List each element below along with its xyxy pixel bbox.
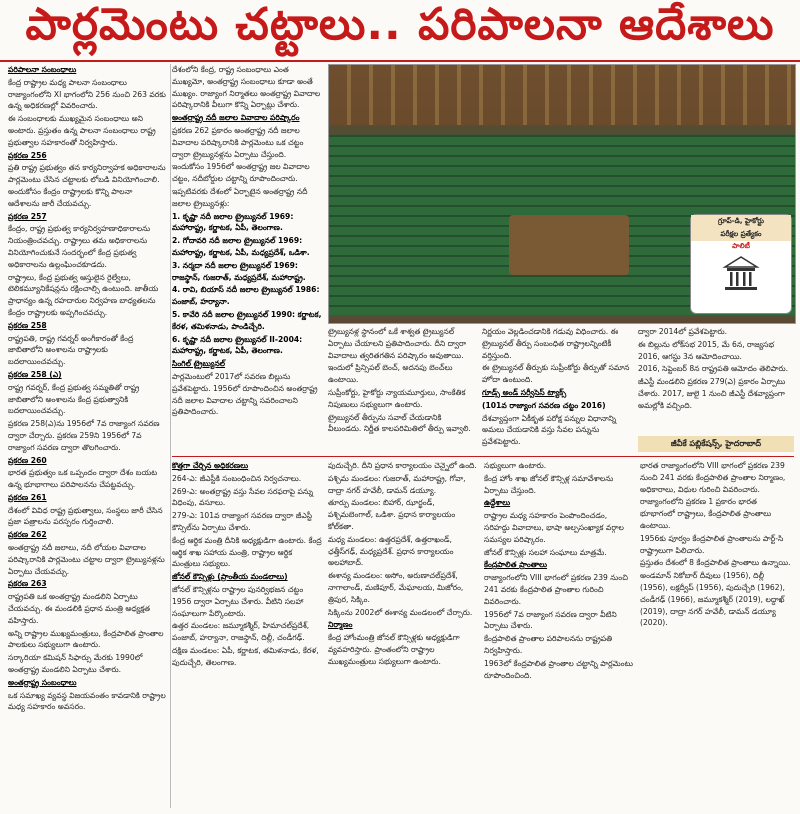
paragraph: కేంద్ర హోం శాఖ జోనల్‌ కౌన్సిళ్ల సమావేశాలను ఏర్పాటు చేస్తుంది. — [484, 473, 614, 495]
list-item: 6. కృష్ణా నదీ జలాల ట్రైబ్యునల్‌ II-2004: మహారాష్ట్ర, కర్ణాటక, ఏపీ, తెలంగాణ. — [172, 334, 303, 356]
list-item: 5. కావేరి నదీ జలాల ట్రైబ్యునల్‌ 1990: కర్ణాటక, కేరళ, తమిళనాడు, పాండిచ్చేరి. — [172, 309, 322, 331]
article-column-7 — [328, 460, 478, 810]
article-column-6 — [172, 460, 322, 810]
paragraph: ద్వారా 2014లో ప్రవేశపెట్టారు. — [638, 327, 728, 336]
section-heading: నిర్మాణం — [328, 620, 353, 630]
photo-table — [509, 215, 629, 275]
exam-badge — [690, 214, 792, 314]
paragraph: ఈ ట్రైబ్యునల్‌ తీర్పుకు సుప్రీంకోర్టు తీర్పుతో సమాన హోదా ఉంటుంది. — [482, 363, 630, 385]
paragraph: రాష్ట్రాల మధ్య సహకారం పెంపొందించడం, సరిహద్దు వివాదాలు, భాషా అల్పసంఖ్యాక వర్గాల సమస్యల పరిష్కారం. — [484, 511, 624, 544]
paragraph: సర్కారియా కమిషన్‌ సిఫార్సు మేరకు 1990లో అంతర్రాష్ట్ర మండలిని ఏర్పాటు చేశారు. — [8, 653, 143, 675]
section-heading: ప్రకరణ 256 — [8, 150, 47, 160]
section-heading: కేంద్రపాలిత ప్రాంతాలు — [484, 560, 548, 570]
paragraph: ప్రస్తుతం దేశంలో 8 కేంద్రపాలిత ప్రాంతాలు ఉన్నాయి. — [640, 558, 791, 568]
parliament-building-icon — [721, 255, 761, 293]
paragraph: పుదుచ్చేరి. దీని ప్రధాన కార్యాలయం చెన్నైలో ఉంది. — [328, 461, 477, 470]
section-heading: సింగిల్‌ ట్రైబ్యునల్‌ — [172, 359, 226, 369]
paragraph: ఇందుకోసం 1956లో అంతర్రాష్ట్ర జల వివాదాల చట్టం, నదీబోర్డుల చట్టాన్ని రూపొందించారు. — [172, 162, 310, 184]
paragraph: రాష్ట్ర గవర్నర్‌, కేంద్ర ప్రభుత్వ సమ్మతితో రాష్ట్ర జాబితాలోని అంశాలను కేంద్ర ప్రభుత్వానికి బదలాయించవచ్చు. — [8, 382, 140, 416]
section-heading: ఉద్దేశాలు — [484, 498, 511, 508]
paragraph: సుప్రీంకోర్టు, హైకోర్టు న్యాయమూర్తులు, సాంకేతిక నిపుణులు సభ్యులుగా ఉంటారు. — [328, 387, 466, 409]
paragraph: రాష్ట్రాలు, కేంద్ర ప్రభుత్వ ఆస్తులైన రైల్వేలు, టెలికమ్యూనికేషన్లను రక్షించాల్సి ఉంటుంది. జాతీయ ప్రాధాన్యం ఉన్న రహదారుల నిర్వహణ బాధ్యతలను కేంద్రం రాష్ట్రాలకు అప్పగించవచ్చు. — [8, 272, 159, 317]
section-heading: అంతర్రాష్ట్ర సంబంధాలు — [8, 677, 77, 687]
paragraph: నిర్ణయం వెల్లడించడానికి గడువు విధించారు. ఈ ట్రైబ్యునల్‌ తీర్పు సంబంధిత రాష్ట్రాలన్నింటికీ వర్తిస్తుంది. — [482, 327, 619, 360]
badge-line-2: పరీక్షల ప్రత్యేకం — [691, 228, 791, 241]
badge-line-1: గ్రూప్‌-డి, హైకోర్టు — [691, 215, 791, 228]
article-column-1 — [8, 64, 171, 808]
paragraph: ట్రైబ్యునల్‌ తీర్పును సవాల్‌ చేయడానికి వీలుండదు. నిర్ణీత కాలపరిమితిలో తీర్పు ఇవ్వాలి. — [328, 412, 471, 434]
paragraph: 279-ఎ: 101వ రాజ్యాంగ సవరణ ద్వారా జీఎస్టీ కౌన్సిల్‌ను ఏర్పాటు చేశారు. — [172, 511, 313, 532]
paragraph: ప్రతి రాష్ట్ర ప్రభుత్వం తన కార్యనిర్వాహక అధికారాలను పార్లమెంటు చేసిన చట్టాలకు లోబడి వినియోగించాలి. అందుకోసం కేంద్రం రాష్ట్రాలకు కొన్ని పాలనా ఆదేశాలను జారీ చేయవచ్చు. — [8, 163, 166, 208]
publisher-credit: జీవీకే పబ్లికేషన్స్‌, హైదరాబాద్‌ — [638, 436, 794, 452]
paragraph: అండమాన్‌ నికోబార్‌ దీవులు (1956), దిల్లీ (1956), లక్షద్వీప్‌ (1956), పుదుచ్చేరి (1962), చండీగఢ్‌ (1966), జమ్మూకశ్మీర్‌ (2019), లద్దాఖ్‌ (2019), దాద్రా నగర్‌ హవేలీ, డామన్‌ డయ్యూ (2020). — [640, 571, 785, 628]
section-heading: గూడ్స్‌ అండ్‌ సర్వీసెస్‌ ట్యాక్స్‌ — [482, 387, 567, 397]
section-heading: జోనల్‌ కౌన్సిళ్లు (ప్రాంతీయ మండలాలు) — [172, 572, 288, 582]
section-heading: కొత్తగా చేర్చిన అధికరణలు — [172, 461, 249, 470]
paragraph: 1963లో కేంద్రపాలిత ప్రాంతాల చట్టాన్ని పార్లమెంటు రూపొందించింది. — [484, 658, 634, 680]
section-heading: ప్రకరణ 263 — [8, 579, 47, 589]
paragraph: 2016, సెప్టెంబర్‌ 8న రాష్ట్రపతి ఆమోదం తెలిపారు. — [638, 364, 789, 374]
paragraph: ఈ సంబంధాలకు ముఖ్యమైన సంబంధాలు అని అంటారు. ప్రస్తుతం ఉన్న పాలనా సంబంధాలు రాష్ట్ర ప్రభుత్వాల సహకారంతో నిర్వహిస్తారు. — [8, 114, 156, 147]
paragraph: రాష్ట్రపతి, రాష్ట్ర గవర్నర్‌ అంగీకారంతో కేంద్ర జాబితాలోని అంశాలను రాష్ట్రాలకు బదలాయించవచ్చు. — [8, 333, 134, 367]
paragraph: జీఎస్టీ మండలిని ప్రకరణ 279(ఎ) ప్రకారం ఏర్పాటు చేశారు. 2017, జులై 1 నుంచి జీఎస్టీ దేశవ్యాప్తంగా అమల్లోకి వచ్చింది. — [638, 377, 786, 410]
paragraph: అంతర్రాష్ట్ర నదీ జలాలు, నదీ లోయల వివాదాల పరిష్కారానికి పార్లమెంటు చట్టాల ద్వారా ట్రైబ్యునళ్లను ఏర్పాటు చేయవచ్చు. — [8, 543, 165, 576]
paragraph: దక్షిణ మండలం: ఏపీ, కర్ణాటక, తమిళనాడు, కేరళ, పుదుచ్చేరి, తెలంగాణ. — [172, 645, 319, 667]
paragraph: కేంద్ర ఆర్థిక మంత్రి దీనికి అధ్యక్షుడిగా ఉంటారు. కేంద్ర ఆర్థిక శాఖ సహాయ మంత్రి, రాష్ట్రాల ఆర్థిక మంత్రులు సభ్యులు. — [172, 535, 322, 569]
paragraph: దేశవ్యాప్తంగా ఏకీకృత పరోక్ష పన్నుల విధానాన్ని అమలు చేయడానికి వస్తు సేవల పన్నును ప్రవేశపెట్టారు. — [482, 413, 617, 447]
section-heading: ప్రకరణ 258 — [8, 320, 47, 330]
badge-line-3: పాలిటీ — [732, 242, 750, 250]
paragraph: కేంద్ర హోంమంత్రి జోనల్‌ కౌన్సిళ్లకు అధ్యక్షుడిగా వ్యవహరిస్తారు. ప్రాంతంలోని రాష్ట్రాల ముఖ్యమంత్రులు సభ్యులుగా ఉంటారు. — [328, 633, 460, 666]
list-item: 3. నర్మదా నదీ జలాల ట్రైబ్యునల్‌ 1969: రాజస్థాన్‌, గుజరాత్‌, మధ్యప్రదేశ్‌, మహారాష్ట్ర. — [172, 260, 306, 282]
paragraph: రాజ్యాంగంలోని ప్రకరణ 1 ప్రకారం భారత భూభాగంలో రాష్ట్రాలు, కేంద్రపాలిత ప్రాంతాలు ఉంటాయి. — [640, 497, 772, 530]
paragraph: అన్ని రాష్ట్రాల ముఖ్యమంత్రులు, కేంద్రపాలిత ప్రాంతాల పాలకులు సభ్యులుగా ఉంటారు. — [8, 628, 164, 650]
article-column-4 — [482, 326, 632, 456]
section-heading: ప్రకరణ 260 — [8, 455, 47, 465]
paragraph: జోనల్‌ కౌన్సిళ్లు సలహా సంఘాలు మాత్రమే. — [484, 547, 607, 557]
article-column-3 — [328, 326, 476, 456]
paragraph: 1956కు పూర్వం కేంద్రపాలిత ప్రాంతాలను పార్ట్‌-సి రాష్ట్రాలుగా పిలిచారు. — [640, 533, 784, 555]
list-item: 4. రావి, బియాస్‌ నదీ జలాల ట్రైబ్యునల్‌ 1986: పంజాబ్‌, హర్యానా. — [172, 285, 320, 307]
paragraph: ఇందులో ప్రిన్సిపల్‌ బెంచ్‌, అదనపు బెంచ్‌లు ఉంటాయి. — [328, 363, 453, 385]
paragraph: మధ్య మండలం: ఉత్తరప్రదేశ్‌, ఉత్తరాఖండ్‌, ఛత్తీస్‌గఢ్‌, మధ్యప్రదేశ్‌. ప్రధాన కార్యాలయం అలహాబాద్‌. — [328, 534, 454, 568]
paragraph: కేంద్రం, రాష్ట్ర ప్రభుత్వ కార్యనిర్వహణాధికారాలను నియంత్రించవచ్చు. రాష్ట్రాలు తమ అధికారాలను వినియోగించుకునే సందర్భంలో కేంద్ర ప్రభుత్వ అధికారాలను ఉల్లంఘించకూడదు. — [8, 224, 151, 269]
paragraph: భారత ప్రభుత్వం ఒక ఒప్పందం ద్వారా దేశం బయట ఉన్న భూభాగాలు పరిపాలనను చేపట్టవచ్చు. — [8, 468, 158, 490]
article-column-9 — [640, 460, 794, 810]
paragraph: సిక్కింను 2002లో ఈశాన్య మండలంలో చేర్చారు. — [328, 607, 473, 617]
section-heading: ప్రకరణ 257 — [8, 211, 47, 221]
paragraph: ఇప్పటివరకు దేశంలో ఏర్పాటైన అంతర్రాష్ట్ర నదీ జలాల ట్రైబ్యునళ్లు: — [172, 186, 308, 208]
paragraph: భారత రాజ్యాంగంలోని VIII భాగంలో ప్రకరణ 239 నుంచి 241 వరకు కేంద్రపాలిత ప్రాంతాల నిర్మాణం, అధికారాలు, విధుల గురించి వివరించారు. — [640, 461, 786, 494]
paragraph: ప్రకరణ 262 ప్రకారం అంతర్రాష్ట్ర నదీ జలాల వివాదాల పరిష్కారానికి పార్లమెంటు ఒక చట్టం ద్వారా ట్రైబ్యునళ్లను ఏర్పాటు చేస్తుంది. — [172, 125, 304, 159]
paragraph: పార్లమెంటులో 2017లో సవరణ బిల్లును ప్రవేశపెట్టారు. 1956లో రూపొందించిన అంతర్రాష్ట్ర నదీ జలాల వివాదాల చట్టాన్ని సవరించాలని ప్రతిపాదించారు. — [172, 371, 318, 417]
section-divider — [172, 456, 794, 457]
section-heading: ప్రకరణ 258 (ఎ) — [8, 369, 62, 379]
paragraph: 269-ఎ: అంతర్రాష్ట్ర వస్తు సేవల సరఫరాపై పన్ను విధింపు, వసూలు. — [172, 486, 314, 508]
paragraph: కేంద్ర రాష్ట్రాల మధ్య పాలనా సంబంధాలు రాజ్యాంగంలోని XI భాగంలోని 256 నుంచి 263 వరకు ఉన్న అధికరణల్లో వివరించారు. — [8, 77, 166, 111]
paragraph: జోనల్‌ కౌన్సిళ్లను రాష్ట్రాల పునర్విభజన చట్టం 1956 ద్వారా ఏర్పాటు చేశారు. వీటిని సలహా సంఘాలుగా పేర్కొంటారు. — [172, 584, 304, 618]
paragraph: ట్రైబ్యునళ్ల స్థానంలో ఒకే శాశ్వత ట్రైబ్యునల్‌ ఏర్పాటు చేయాలని ప్రతిపాదించారు. దీని ద్వారా వివాదాలు త్వరితగతిన పరిష్కారం అవుతాయి. — [328, 327, 467, 360]
paragraph: 1956లో 7వ రాజ్యాంగ సవరణ ద్వారా వీటిని ఏర్పాటు చేశారు. — [484, 609, 617, 631]
paragraph: సభ్యులుగా ఉంటారు. — [484, 461, 547, 470]
paragraph: దేశంలోని కేంద్ర, రాష్ట్ర సంబంధాలు ఎంత ముఖ్యమో, అంతర్రాష్ట్ర సంబంధాలు కూడా అంతే ముఖ్యం. రాజ్యాంగ నిర్మాతలు అంతర్రాష్ట్ర వివాదాల పరిష్కారానికి వీలుగా కొన్ని ఏర్పాట్లు చేశారు. — [172, 65, 321, 110]
article-column-8 — [484, 460, 634, 810]
paragraph: ప్రకరణ 258(ఎ)ను 1956లో 7వ రాజ్యాంగ సవరణ ద్వారా చేర్చారు. ప్రకరణ 259ని 1956లో 7వ రాజ్యాంగ సవరణ ద్వారా తొలగించారు. — [8, 419, 160, 452]
paragraph: రాజ్యాంగంలోని VIII భాగంలో ప్రకరణ 239 నుంచి 241 వరకు కేంద్రపాలిత ప్రాంతాల గురించి వివరించారు. — [484, 573, 628, 606]
paragraph: ఉత్తర మండలం: జమ్మూకశ్మీర్‌, హిమాచల్‌ప్రదేశ్‌, పంజాబ్‌, హర్యానా, రాజస్థాన్‌, దిల్లీ, చండీగఢ్‌. — [172, 621, 310, 643]
paragraph: ఈశాన్య మండలం: అసోం, అరుణాచల్‌ప్రదేశ్‌, నాగాలాండ్‌, మణిపూర్‌, మేఘాలయ, మిజోరం, త్రిపుర, సిక్కిం. — [328, 571, 464, 604]
list-item: 2. గోదావరి నదీ జలాల ట్రైబ్యునల్‌ 1969: మహారాష్ట్ర, కర్ణాటక, ఏపీ, మధ్యప్రదేశ్‌, ఒడిశా. — [172, 236, 310, 257]
paragraph: రాష్ట్రపతి ఒక అంతర్రాష్ట్ర మండలిని ఏర్పాటు చేయవచ్చు. ఈ మండలికి ప్రధాన మంత్రి అధ్యక్షత వహిస్తారు. — [8, 592, 151, 625]
paragraph: తూర్పు మండలం: బిహార్‌, ఝార్ఖండ్‌, పశ్చిమబెంగాల్‌, ఒడిశా. ప్రధాన కార్యాలయం కోల్‌కతా. — [328, 498, 456, 531]
article-column-5 — [638, 326, 794, 436]
section-heading: పరిపాలనా సంబంధాలు — [8, 65, 77, 74]
section-heading: అంతర్రాష్ట్ర నదీ జలాల వివాదాల పరిష్కారం — [172, 113, 300, 123]
article-column-2 — [172, 64, 322, 424]
paragraph: 264-ఎ: జీఎస్టీకి సంబంధించిన నిర్వచనాలు. — [172, 473, 302, 483]
section-heading: ప్రకరణ 262 — [8, 530, 47, 540]
paragraph: కేంద్రపాలిత ప్రాంతాల పరిపాలనను రాష్ట్రపతి నిర్వహిస్తారు. — [484, 634, 613, 655]
paragraph: ఈ బిల్లును లోక్‌సభ 2015, మే 6న, రాజ్యసభ 2016, ఆగస్టు 3న ఆమోదించాయి. — [638, 339, 775, 361]
paragraph: ఒక సమాఖ్య వ్యవస్థ విజయవంతం కావడానికి రాష్ట్రాల మధ్య సహకారం అవసరం. — [8, 690, 166, 712]
list-item: 1. కృష్ణా నదీ జలాల ట్రైబ్యునల్‌ 1969: మహారాష్ట్ర, కర్ణాటక, ఏపీ, తెలంగాణ. — [172, 211, 294, 233]
list-item: (101వ రాజ్యాంగ సవరణ చట్టం 2016) — [482, 400, 606, 410]
page-headline: పార్లమెంటు చట్టాలు.. పరిపాలనా ఆదేశాలు — [0, 0, 800, 62]
section-heading: ప్రకరణ 261 — [8, 492, 47, 502]
paragraph: దేశంలో వివిధ రాష్ట్ర ప్రభుత్వాలు, సంస్థలు జారీ చేసిన ప్రజా పత్రాలను పరస్పరం గుర్తించాలి. — [8, 505, 163, 527]
paragraph: పశ్చిమ మండలం: గుజరాత్‌, మహారాష్ట్ర, గోవా, దాద్రా నగర్‌ హవేలీ, డామన్‌ డయ్యూ. — [328, 473, 466, 495]
photo-gallery-band — [329, 65, 795, 125]
